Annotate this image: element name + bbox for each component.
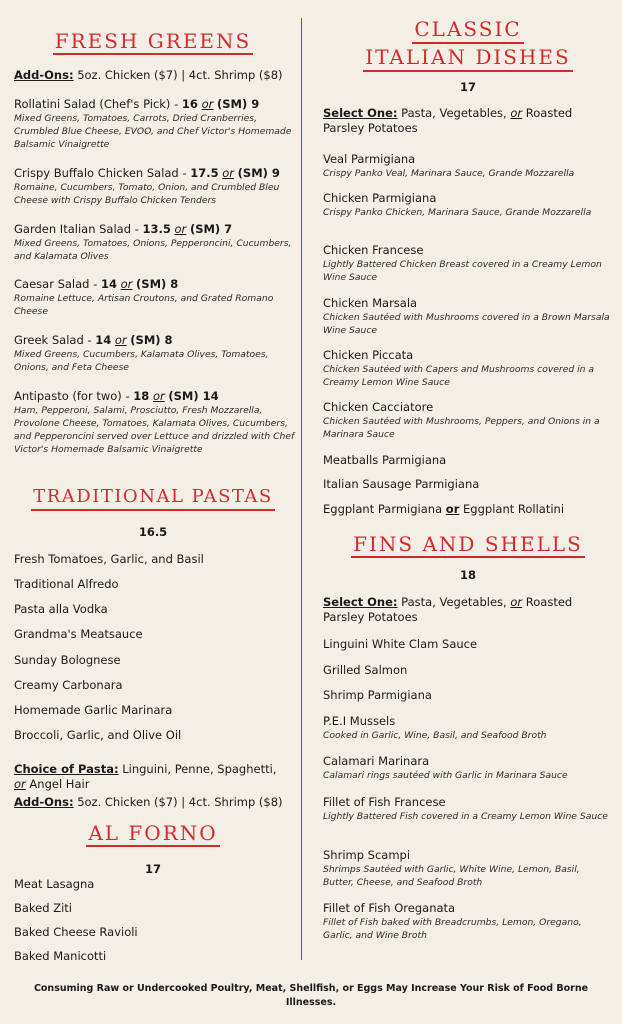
fins-item-3: Shrimp Parmigiana xyxy=(323,688,432,702)
forno-item: Meat Lasagna xyxy=(14,877,95,891)
fins-price: 18 xyxy=(459,568,476,582)
fins-item-6: Fillet of Fish Francese Lightly Battered Fish covered in a Creamy Lemon Wine Sauce xyxy=(323,795,608,822)
classic-item-3: Chicken Francese Lightly Battered Chicken Breast covered in a Creamy Lemon Wine Sauce xyxy=(323,243,602,283)
pasta-item: Broccoli, Garlic, and Olive Oil xyxy=(14,728,182,742)
greens-item-6: Antipasto (for two) - 18 or (SM) 14 Ham, Pepperoni, Salami, Prosciutto, Fresh Mozzarella, Provolone Cheese, Tomatoes, Kalamata Olives, Cucumbers, and Pepperoncini served over Lettuce and drizzled with Chef Victor's Homemade Balsamic Vinaigrette xyxy=(14,389,295,455)
greens-item-2: Crispy Buffalo Chicken Salad - 17.5 or (SM) 9 Romaine, Cucumbers, Tomato, Onion, and Crumbled Bleu Cheese with Crispy Buffalo Chicken Tenders xyxy=(14,166,280,206)
classic-item-6: Chicken Cacciatore Chicken Sautéed with Mushrooms, Peppers, and Onions in a Marinara Sauce xyxy=(323,400,600,440)
pasta-choice: Choice of Pasta: Linguini, Penne, Spaghetti, or Angel Hair xyxy=(14,762,277,791)
classic-item-1: Veal Parmigiana Crispy Panko Veal, Marinara Sauce, Grande Mozzarella xyxy=(323,152,575,179)
classic-price: 17 xyxy=(459,80,476,94)
pasta-item: Homemade Garlic Marinara xyxy=(14,703,173,717)
pasta-item: Fresh Tomatoes, Garlic, and Basil xyxy=(14,552,204,566)
forno-item: Baked Ziti xyxy=(14,901,72,915)
fins-item-7: Shrimp Scampi Shrimps Sautéed with Garlic, White Wine, Lemon, Basil, Butter, Cheese, and Seafood Broth xyxy=(323,848,580,888)
forno-item: Baked Manicotti xyxy=(14,949,107,963)
pastas-price: 16.5 xyxy=(138,525,168,539)
forno-price: 17 xyxy=(144,862,161,876)
classic-select-one: Select One: Pasta, Vegetables, or Roasted Parsley Potatoes xyxy=(323,106,573,135)
forno-item: Baked Cheese Ravioli xyxy=(14,925,138,939)
pasta-item: Traditional Alfredo xyxy=(14,577,119,591)
fins-item-8: Fillet of Fish Oreganata Fillet of Fish baked with Breadcrumbs, Lemon, Oregano, Garlic, and Wine Broth xyxy=(323,901,582,941)
fins-item-2: Grilled Salmon xyxy=(323,663,408,677)
food-safety-disclaimer: Consuming Raw or Undercooked Poultry, Meat, Shellfish, or Eggs May Increase Your Risk of Food Borne Illnesses. xyxy=(33,983,589,1008)
fresh-greens-heading: FRESH GREENS xyxy=(54,29,252,53)
greens-addons: Add-Ons: 5oz. Chicken ($7) | 4ct. Shrimp ($8) xyxy=(14,68,283,82)
classic-item-8: Italian Sausage Parmigiana xyxy=(323,477,480,491)
greens-item-4: Caesar Salad - 14 or (SM) 8 Romaine Lettuce, Artisan Croutons, and Grated Romano Cheese xyxy=(14,277,274,317)
pasta-item: Creamy Carbonara xyxy=(14,678,123,692)
fins-item-1: Linguini White Clam Sauce xyxy=(323,637,478,651)
fins-item-5: Calamari Marinara Calamari rings sautéed with Garlic in Marinara Sauce xyxy=(323,754,568,781)
classic-item-5: Chicken Piccata Chicken Sautéed with Capers and Mushrooms covered in a Creamy Lemon Wine Sauce xyxy=(323,348,595,388)
classic-italian-heading: CLASSIC ITALIAN DISHES xyxy=(323,16,613,72)
traditional-pastas-heading: TRADITIONAL PASTAS xyxy=(14,485,292,511)
greens-item-3: Garden Italian Salad - 13.5 or (SM) 7 Mixed Greens, Tomatoes, Onions, Pepperoncini, Cucumbers, and Kalamata Olives xyxy=(14,222,292,262)
greens-item-5: Greek Salad - 14 or (SM) 8 Mixed Greens, Cucumbers, Kalamata Olives, Tomatoes, Onions, and Feta Cheese xyxy=(14,333,269,373)
pasta-item: Pasta alla Vodka xyxy=(14,602,108,616)
classic-item-eggplant: Eggplant Parmigiana or Eggplant Rollatini xyxy=(323,502,565,516)
pasta-item: Grandma's Meatsauce xyxy=(14,627,143,641)
classic-item-4: Chicken Marsala Chicken Sautéed with Mushrooms covered in a Brown Marsala Wine Sauce xyxy=(323,296,610,336)
fins-select-one: Select One: Pasta, Vegetables, or Roasted Parsley Potatoes xyxy=(323,595,573,624)
classic-item-2: Chicken Parmigiana Crispy Panko Chicken, Marinara Sauce, Grande Mozzarella xyxy=(323,191,592,218)
pasta-addons: Add-Ons: 5oz. Chicken ($7) | 4ct. Shrimp ($8) xyxy=(14,795,283,809)
fins-item-4: P.E.I Mussels Cooked in Garlic, Wine, Basil, and Seafood Broth xyxy=(323,714,547,741)
al-forno-heading: AL FORNO xyxy=(88,821,218,845)
classic-item-7: Meatballs Parmigiana xyxy=(323,453,447,467)
column-divider xyxy=(301,18,302,960)
fins-and-shells-heading: FINS AND SHELLS xyxy=(353,532,583,556)
pasta-item: Sunday Bolognese xyxy=(14,653,121,667)
greens-item-1: Rollatini Salad (Chef's Pick) - 16 or (SM) 9 Mixed Greens, Tomatoes, Carrots, Dried Cranberries, Crumbled Blue Cheese, EVOO, and Chef Victor's Homemade Balsamic Vinaigrette xyxy=(14,97,292,150)
